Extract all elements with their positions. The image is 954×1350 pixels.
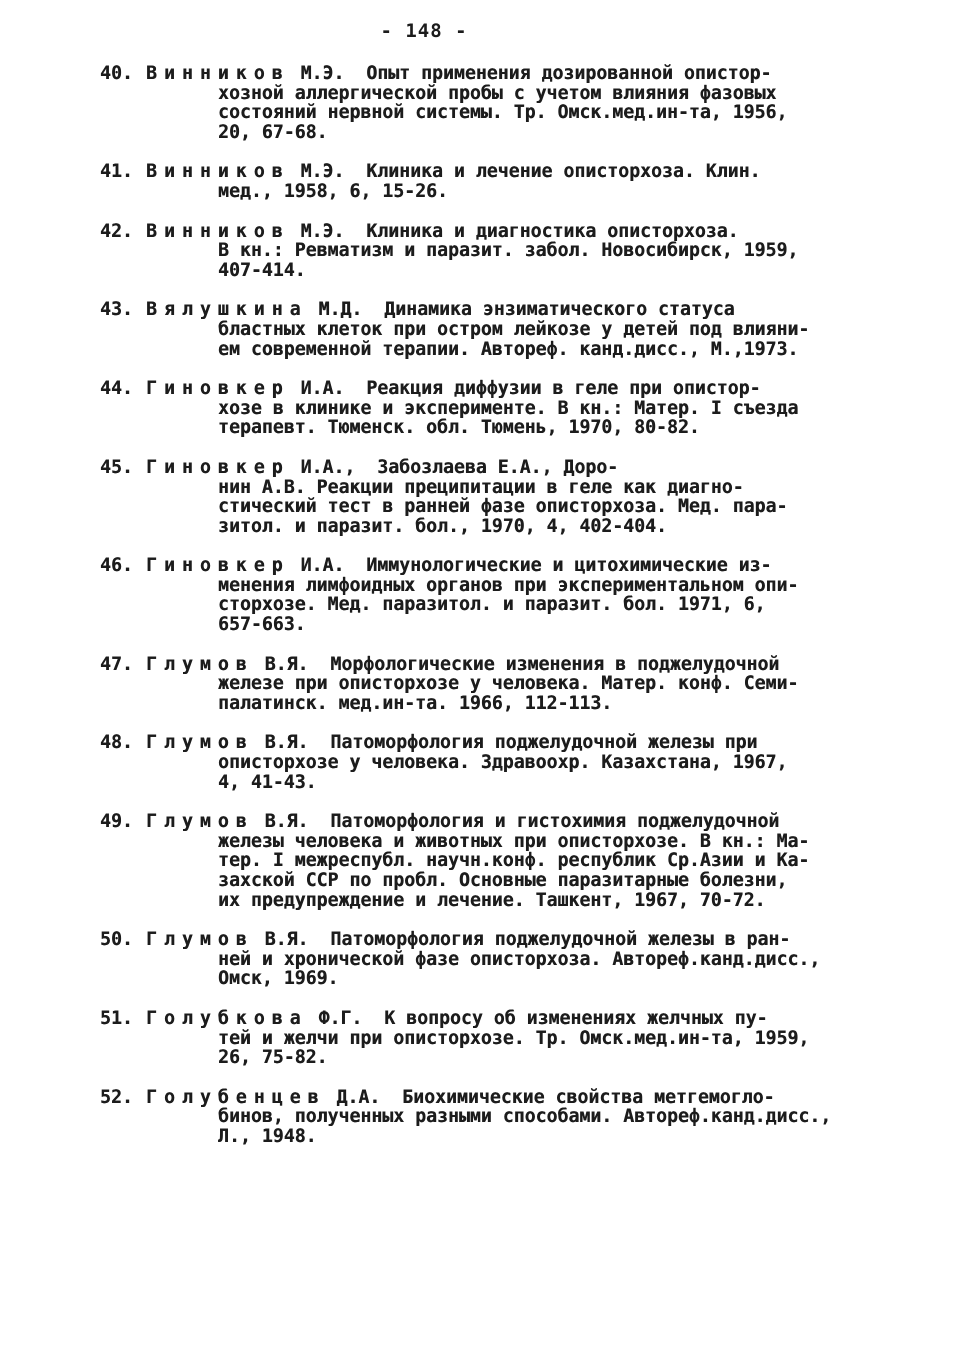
bibliography-entry (100, 655, 880, 714)
entry-initials: В.Я. (264, 653, 309, 675)
entry-initials: М.Э. (300, 220, 345, 242)
entry-first-line (146, 930, 880, 950)
entry-text-start: Патоморфология поджелудочной железы в ран- (330, 929, 791, 951)
bibliography-entry (100, 64, 880, 142)
entry-number: 42. (100, 220, 133, 242)
entry-continuation-line: железе при описторхозе у человека. Матер. конф. Семи- (218, 673, 799, 695)
entry-continuation-line: Омск, 1969. (218, 968, 339, 990)
entry-continuation-line: сторхозе. Мед. паразитол. и паразит. бол. 1971, 6, (218, 594, 766, 616)
entry-first-line (146, 64, 880, 84)
entry-continuation-line: ем современной терапии. Автореф. канд.дисс., М.,1973. (218, 338, 799, 360)
entry-continuation-line: бинов, полученных разными способами. Автореф.канд.дисс., (218, 1106, 832, 1128)
entry-initials: М.Э. (300, 161, 345, 183)
entry-initials: Д.А. (336, 1086, 381, 1108)
entry-text-start: К вопросу об изменениях желчных пу- (384, 1007, 768, 1029)
bibliography-entry (100, 812, 880, 910)
entry-author: Голубкова (146, 1007, 308, 1029)
bibliography-entry (100, 930, 880, 989)
entry-first-line (146, 458, 880, 478)
entry-continuation-line: ней и хронической фазе описторхоза. Автореф.канд.дисс., (218, 948, 821, 970)
entry-text-start: Патоморфология и гистохимия поджелудочной (330, 811, 780, 833)
entry-number: 52. (100, 1086, 133, 1108)
entry-text-start: Реакция диффузии в геле при опистор- (366, 378, 761, 400)
bibliography-entry (100, 300, 880, 359)
entry-continuation-line: стический тест в ранней фазе описторхоза. Мед. пара- (218, 496, 788, 518)
entry-text-start: Иммунологические и цитохимические из- (366, 555, 772, 577)
entry-continuation-line: бластных клеток при остром лейкозе у детей под влияни- (218, 318, 810, 340)
entry-continuation-line: терапевт. Тюменск. обл. Тюмень, 1970, 80-82. (218, 417, 700, 439)
page-number: - 148 - (380, 20, 468, 42)
entry-number: 44. (100, 378, 133, 400)
entry-initials: М.Э. (300, 63, 345, 84)
entry-continuation-line: менения лимфоидных органов при экспериментальном опи- (218, 574, 799, 596)
bibliography-entry (100, 1088, 880, 1147)
entry-author: Голубенцев (146, 1086, 326, 1108)
entry-continuation-line: Л., 1948. (218, 1125, 317, 1147)
entry-author: Гиновкер (146, 555, 290, 577)
entry-initials: И.А. (300, 378, 345, 400)
entry-first-line (146, 812, 880, 832)
entry-initials: Ф.Г. (318, 1007, 363, 1029)
entry-continuation-line: описторхозе у человека. Здравоохр. Казахстана, 1967, (218, 752, 788, 774)
entry-text-start: Биохимические свойства метгемогло- (402, 1086, 775, 1108)
entry-continuation-line: 4, 41-43. (218, 771, 317, 793)
entry-continuation-line: В кн.: Ревматизм и паразит. забол. Новосибирск, 1959, (218, 240, 799, 262)
entry-number: 41. (100, 161, 133, 183)
entry-continuation-line: железы человека и животных при описторхозе. В кн.: Ма- (218, 830, 810, 852)
entry-number: 47. (100, 653, 133, 675)
entry-author: Глумов (146, 929, 254, 951)
bibliography-list (100, 64, 880, 1167)
entry-first-line (146, 1009, 880, 1029)
bibliography-entry (100, 379, 880, 438)
entry-initials: В.Я. (264, 732, 309, 754)
bibliography-entry (100, 162, 880, 201)
entry-text-start: Клиника и диагностика описторхоза. (366, 220, 739, 242)
entry-initials: В.Я. (264, 811, 309, 833)
entry-author: Глумов (146, 811, 254, 833)
bibliography-entry (100, 1009, 880, 1068)
entry-first-line (146, 1088, 880, 1108)
entry-text-start: Опыт применения дозированной опистор- (366, 63, 772, 84)
entry-author: Глумов (146, 732, 254, 754)
entry-initials: И.А., (300, 456, 356, 478)
entry-continuation-line: нин А.В. Реакции преципитации в геле как диагно- (218, 476, 744, 498)
bibliography-entry (100, 458, 880, 536)
bibliography-entry (100, 556, 880, 634)
entry-continuation-line: хозе в клинике и эксперименте. В кн.: Матер. I съезда (218, 397, 799, 419)
entry-initials: В.Я. (264, 929, 309, 951)
entry-first-line (146, 733, 880, 753)
entry-continuation-line: их предупреждение и лечение. Ташкент, 1967, 70-72. (218, 889, 766, 911)
entry-continuation-line: 20, 67-68. (218, 121, 328, 143)
entry-continuation-line: зитол. и паразит. бол., 1970, 4, 402-404. (218, 515, 667, 537)
entry-text-start: Патоморфология поджелудочной железы при (330, 732, 758, 754)
entry-text-start: Динамика энзиматического статуса (384, 299, 735, 321)
entry-first-line (146, 162, 880, 182)
entry-number: 50. (100, 929, 133, 951)
entry-text-start: Клиника и лечение описторхоза. Клин. (366, 161, 761, 183)
entry-continuation-line: тер. I межреспубл. научн.конф. республик Ср.Азии и Ка- (218, 850, 810, 872)
entry-author: Глумов (146, 653, 254, 675)
entry-number: 40. (100, 63, 133, 84)
entry-first-line (146, 222, 880, 242)
entry-continuation-line: 26, 75-82. (218, 1047, 328, 1069)
entry-continuation-line: захской ССР по пробл. Основные паразитарные болезни, (218, 870, 788, 891)
entry-initials: М.Д. (318, 299, 363, 321)
entry-continuation-line: тей и желчи при описторхозе. Тр. Омск.мед.ин-та, 1959, (218, 1027, 810, 1049)
entry-number: 49. (100, 811, 133, 833)
entry-author: Вялушкина (146, 299, 308, 321)
entry-author: Винников (146, 63, 290, 84)
entry-first-line (146, 300, 880, 320)
entry-number: 51. (100, 1007, 133, 1029)
entry-first-line (146, 556, 880, 576)
entry-author: Гиновкер (146, 378, 290, 400)
entry-first-line (146, 379, 880, 399)
entry-continuation-line: мед., 1958, 6, 15-26. (218, 180, 448, 202)
bibliography-entry (100, 733, 880, 792)
entry-text-start: Морфологические изменения в поджелудочной (330, 653, 780, 675)
entry-number: 46. (100, 555, 133, 577)
entry-continuation-line: палатинск. мед.ин-та. 1966, 112-113. (218, 692, 613, 714)
entry-initials: И.А. (300, 555, 345, 577)
entry-continuation-line: хозной аллергической пробы с учетом влияния фазовых (218, 82, 777, 104)
entry-text-start: Забозлаева Е.А., Доро- (377, 456, 619, 478)
entry-continuation-line: 407-414. (218, 259, 306, 281)
entry-number: 43. (100, 299, 133, 321)
entry-author: Винников (146, 220, 290, 242)
entry-continuation-line: состояний нервной системы. Тр. Омск.мед.ин-та, 1956, (218, 102, 788, 124)
entry-first-line (146, 655, 880, 675)
entry-number: 48. (100, 732, 133, 754)
bibliography-entry (100, 222, 880, 281)
entry-number: 45. (100, 456, 133, 478)
entry-author: Винников (146, 161, 290, 183)
entry-continuation-line: 657-663. (218, 614, 306, 636)
entry-author: Гиновкер (146, 456, 290, 478)
